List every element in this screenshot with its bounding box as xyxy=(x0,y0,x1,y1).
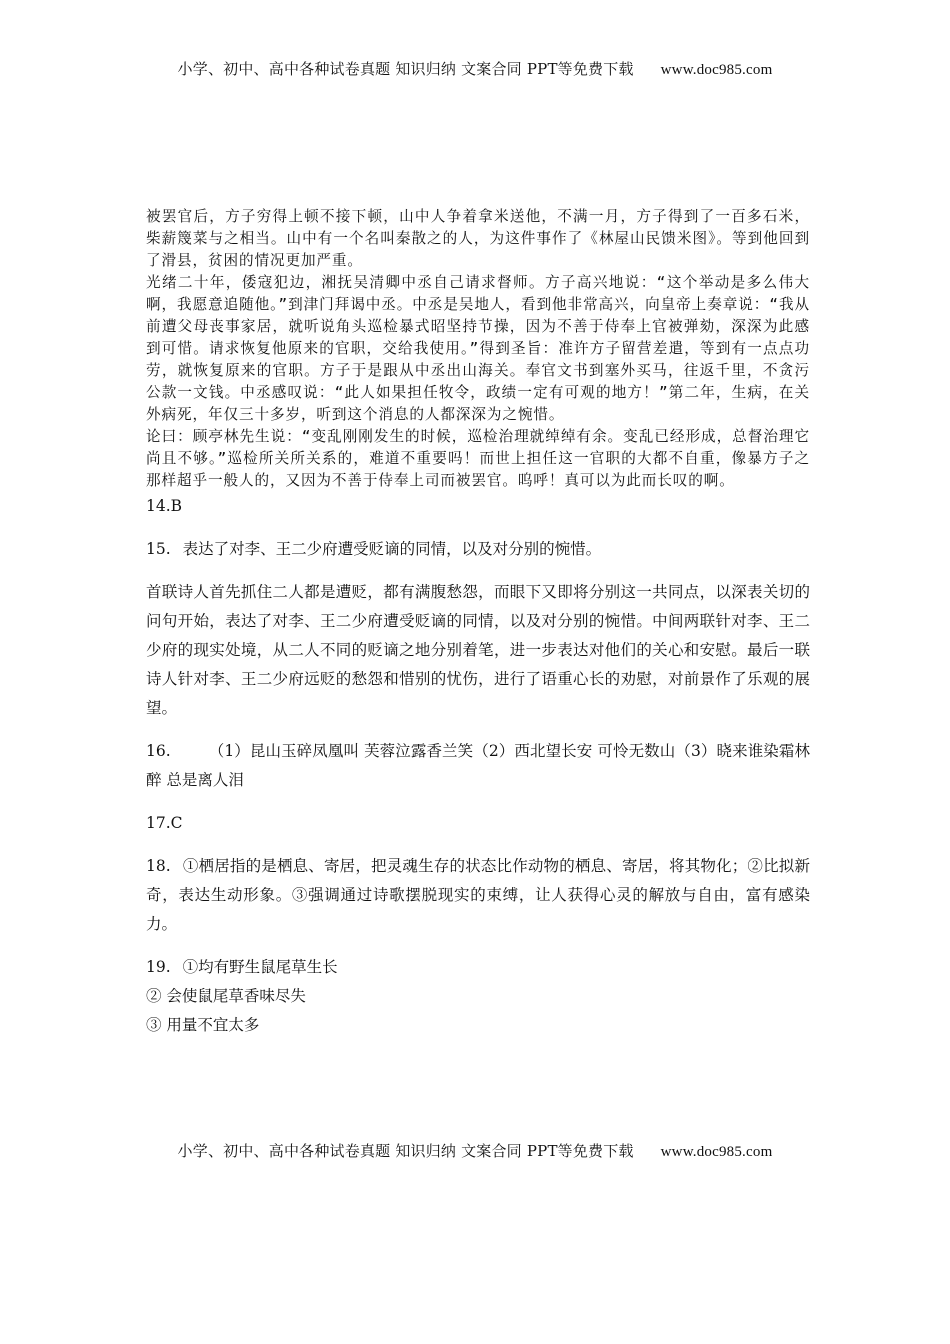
answer-17: 17.C xyxy=(146,814,183,832)
answer-19-line-1 xyxy=(146,953,810,982)
answer-18-number: 18. xyxy=(146,857,171,875)
answer-16 xyxy=(146,737,810,795)
answer-15-number: 15. xyxy=(146,540,171,558)
answer-18-text: ①栖居指的是栖息、寄居，把灵魂生存的状态比作动物的栖息、寄居，将其物化；②比拟新奇，表达生动形象。③强调通过诗歌摆脱现实的束缚，让人获得心灵的解放与自由，富有感染力。 xyxy=(146,857,810,933)
page-header xyxy=(0,58,950,79)
answer-19-line-3: ③ 用量不宜太多 xyxy=(146,1016,260,1034)
answer-16-number: 16. xyxy=(146,742,171,760)
answer-15 xyxy=(146,535,810,564)
page-footer xyxy=(0,1140,950,1161)
answer-16-text: （1）昆山玉碎凤凰叫 芙蓉泣露香兰笑（2）西北望长安 可怜无数山（3）晓来谁染霜林醉 总是离人泪 xyxy=(146,742,810,789)
document-body xyxy=(146,206,810,1040)
translation-paragraph-1: 被罢官后，方子穷得上顿不接下顿，山中人争着拿米送他，不满一月，方子得到了一百多石米，柴薪篾菜与之相当。山中有一个名叫秦散之的人，为这件事作了《林屋山民馈米图》。等到他回到了滑县，贫困的情况更加严重。 xyxy=(146,208,810,269)
answer-15-analysis: 首联诗人首先抓住二人都是遭贬，都有满腹愁怨，而眼下又即将分别这一共同点，以深表关切的问句开始，表达了对李、王二少府遭受贬谪的同情，以及对分别的惋惜。中间两联针对李、王二少府的现实处境，从二人不同的贬谪之地分别着笔，进一步表达对他们的关心和安慰。最后一联诗人针对李、王二少府远贬的愁怨和惜别的忧伤，进行了语重心长的劝慰，对前景作了乐观的展望。 xyxy=(146,583,810,717)
translation-paragraph-3: 论曰：顾亭林先生说：“变乱刚刚发生的时候，巡检治理就绰绰有余。变乱已经形成，总督治理它尚且不够。”巡检所关所关系的，难道不重要吗！而世上担任这一官职的大都不自重，像暴方子之那样超乎一般人的，又因为不善于侍奉上司而被罢官。呜呼！真可以为此而长叹的啊。 xyxy=(146,428,810,489)
translation-paragraph-2: 光绪二十年，倭寇犯边，湘抚吴清卿中丞自己请求督师。方子高兴地说：“这个举动是多么伟大啊，我愿意追随他。”到津门拜谒中丞。中丞是吴地人，看到他非常高兴，向皇帝上奏章说：“我从前遭父母丧事家居，就听说角头巡检暴式昭坚持节操，因为不善于侍奉上官被弹劾，深深为此感到可惜。请求恢复他原来的官职，交给我使用。”得到圣旨：准许方子留营差遣，等到有一点点功劳，就恢复原来的官职。方子于是跟从中丞出山海关。奉官文书到塞外买马，往返千里，不贪污公款一文钱。中丞感叹说：“此人如果担任牧令，政绩一定有可观的地方！”第二年，生病，在关外病死，年仅三十多岁，听到这个消息的人都深深为之惋惜。 xyxy=(146,274,810,423)
answer-19-line-2: ② 会使鼠尾草香味尽失 xyxy=(146,987,306,1005)
answer-18 xyxy=(146,852,810,939)
header-url[interactable]: www.doc985.com xyxy=(660,62,773,78)
answer-19-text-1: ①均有野生鼠尾草生长 xyxy=(182,958,338,976)
answer-15-text: 表达了对李、王二少府遭受贬谪的同情，以及对分别的惋惜。 xyxy=(182,540,602,558)
answer-19-number: 19. xyxy=(146,958,171,976)
answer-14: 14.B xyxy=(146,497,183,515)
header-text: 小学、初中、高中各种试卷真题 知识归纳 文案合同 PPT等免费下载 xyxy=(177,60,634,78)
footer-url[interactable]: www.doc985.com xyxy=(660,1144,773,1160)
footer-text: 小学、初中、高中各种试卷真题 知识归纳 文案合同 PPT等免费下载 xyxy=(177,1142,634,1160)
